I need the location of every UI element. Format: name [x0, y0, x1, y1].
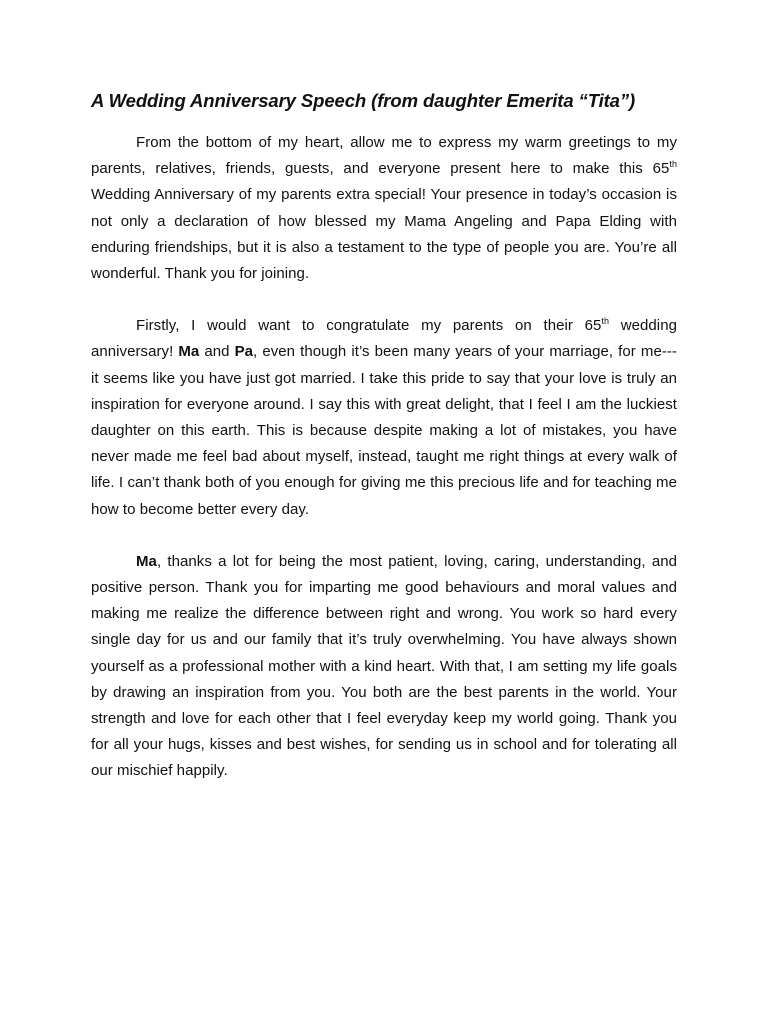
- bold-word-ma: Ma: [136, 552, 157, 570]
- paragraph-text: and: [199, 343, 235, 361]
- paragraph-text: , thanks a lot for being the most patient, loving, caring, understanding, and positive person. Thank you for imparting me good behaviours and moral values and making me realize the difference between right and wrong. You work so hard every single day for us and our family that it’s truly overwhelming. You have always shown yourself as a professional mother with a kind heart. With that, I am setting my life goals by drawing an inspiration from you. You both are the best parents in the world. Your strength and love for each other that I feel everyday keep my world going. Thank you for all your hugs, kisses and best wishes, for sending us in school and for tolerating all our mischief happily.: [91, 552, 677, 780]
- document-page: [91, 88, 677, 811]
- paragraph-text: Firstly, I would want to congratulate my parents on their 65: [136, 317, 602, 335]
- paragraph-text: , even though it’s been many years of your marriage, for me--- it seems like you have just got married. I take this pride to say that your love is truly an inspiration for everyone around. I say this with great delight, that I feel I am the luckiest daughter on this earth. This is because despite making a lot of mistakes, you have never made me feel bad about myself, instead, taught me right things at every walk of life. I can’t thank both of you enough for giving me this precious life and for teaching me how to become better every day.: [91, 343, 677, 518]
- paragraph-greetings: [91, 130, 677, 287]
- document-title: A Wedding Anniversary Speech (from daughter Emerita “Tita”): [91, 90, 636, 111]
- bold-word-pa: Pa: [234, 343, 254, 361]
- ordinal-suffix: th: [669, 159, 677, 170]
- paragraph-text: wedding anniversary!: [91, 317, 677, 361]
- paragraph-mother: [91, 549, 677, 785]
- paragraph-text: From the bottom of my heart, allow me to express my warm greetings to my parents, relatives, friends, guests, and everyone present here to make this 65: [91, 134, 677, 178]
- ordinal-suffix: th: [601, 316, 610, 327]
- bold-word-ma: Ma: [178, 343, 200, 361]
- paragraph-text: Wedding Anniversary of my parents extra special! Your presence in today’s occasion is not only a declaration of how blessed my Mama Angeling and Papa Elding with enduring friendships, but it is also a testament to the type of people you are. You’re all wonderful. Thank you for joining.: [91, 186, 677, 283]
- paragraph-congratulations: [91, 313, 677, 523]
